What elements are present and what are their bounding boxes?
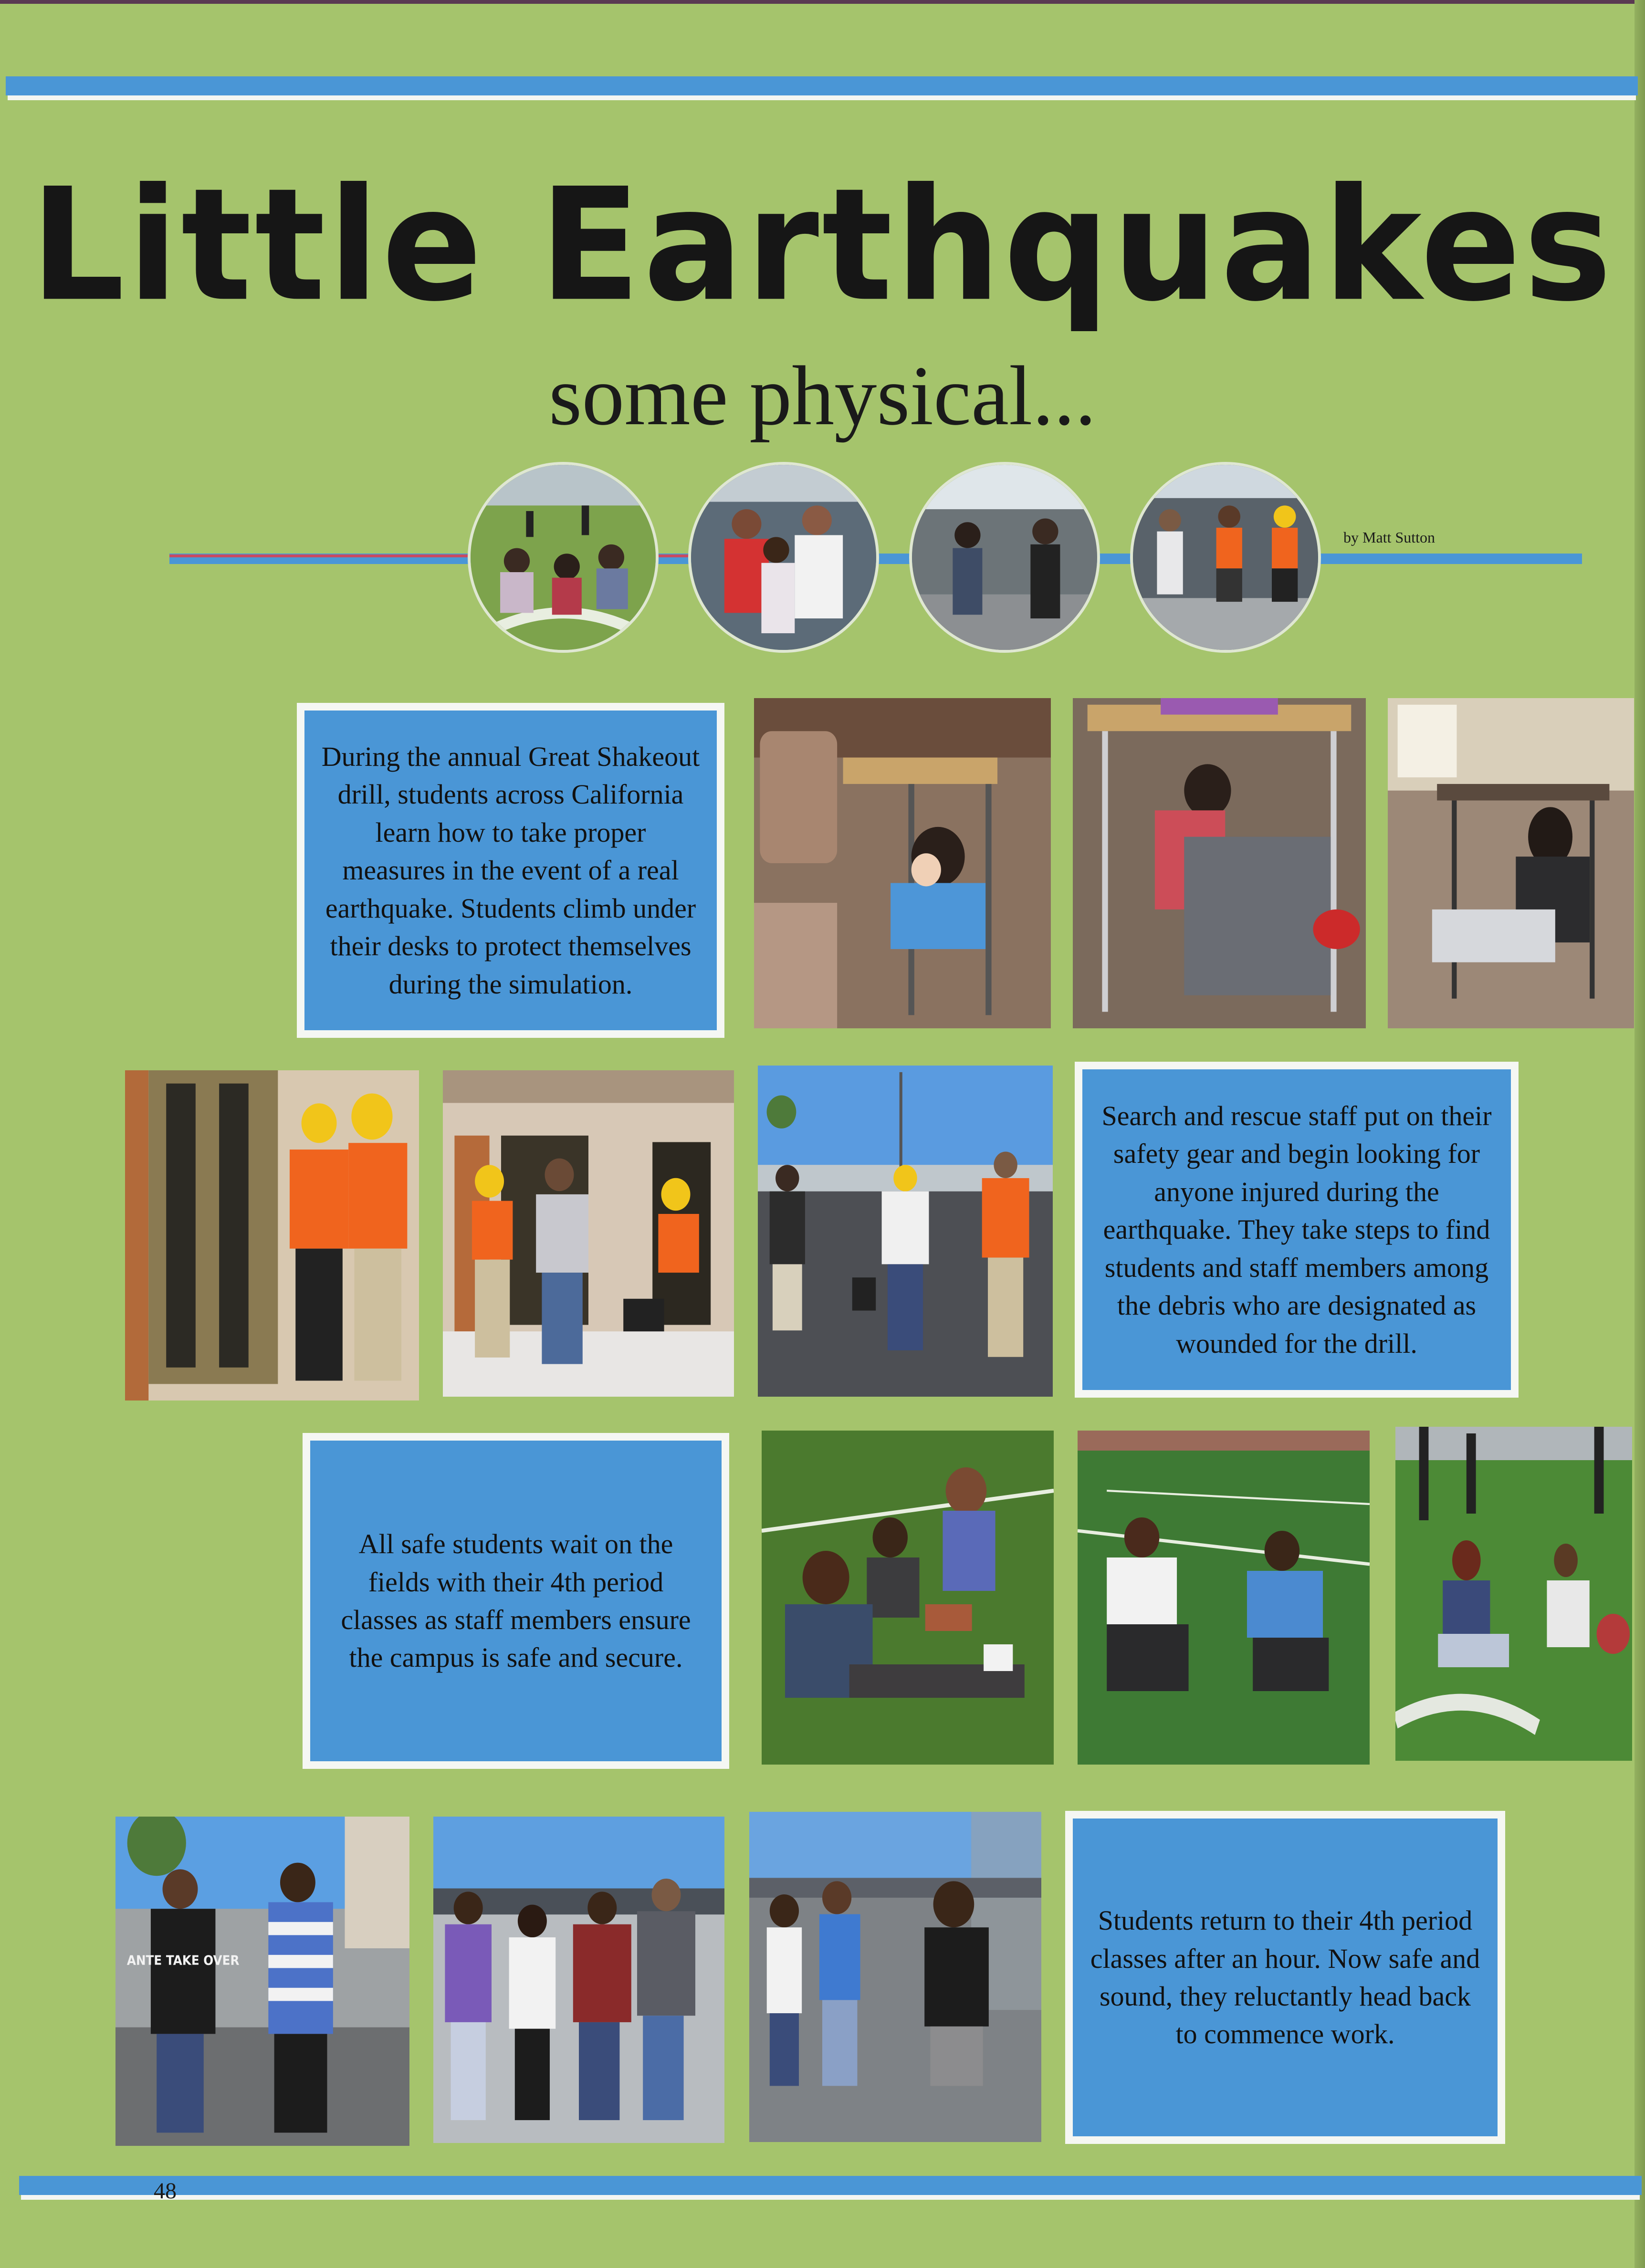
circle-photo-rescue-team — [1130, 462, 1321, 653]
photo-group-walking-back — [433, 1817, 724, 2143]
page-subtitle: some physical... — [549, 348, 1096, 443]
top-blue-band — [6, 76, 1638, 95]
circle-photo-crowd — [688, 462, 879, 653]
caption-desk-drill: During the annual Great Shakeout drill, students across California learn how to take proper measures in the event of a real earthquake. Students climb under their desks to protect themselves during the simulation. — [297, 703, 724, 1038]
circle-photo-students-seated — [468, 462, 659, 653]
photo-two-students-walkway — [115, 1817, 409, 2146]
photo-two-students-sitting — [1078, 1431, 1370, 1765]
caption-wait-on-fields: All safe students wait on the fields with their 4th period classes as staff members ensure the campus is safe and secure. — [303, 1433, 729, 1769]
photo-student-under-table — [1388, 698, 1634, 1028]
photo-students-on-grass — [762, 1431, 1054, 1765]
page-spine-shadow — [1635, 0, 1645, 2268]
caption-return-to-class: Students return to their 4th period classes after an hour. Now safe and sound, they reluctantly head back to commence work. — [1065, 1811, 1505, 2144]
caption-search-rescue: Search and rescue staff put on their safety gear and begin looking for anyone injured during the earthquake. They take steps to find students and staff members among the debris who are designated as wounded for the drill. — [1075, 1062, 1519, 1398]
bottom-blue-band — [19, 2176, 1642, 2195]
page-number: 48 — [154, 2178, 177, 2204]
page-title: Little Earthquakes — [30, 155, 1615, 336]
shirt-print: ANTE TAKE OVER — [126, 1953, 240, 1968]
photo-student-under-desk — [754, 698, 1051, 1028]
photo-rescue-staff-hardhats — [125, 1070, 419, 1401]
photo-rescue-staff-building — [443, 1070, 734, 1397]
page-top-edge — [0, 0, 1645, 4]
byline: by Matt Sutton — [1343, 529, 1435, 546]
circle-photo-walking-group — [909, 462, 1100, 653]
photo-rescue-team-walking — [758, 1066, 1053, 1397]
photo-students-returning-fence — [749, 1812, 1041, 2142]
photo-student-crouching-desk — [1073, 698, 1366, 1028]
photo-girls-on-field — [1395, 1427, 1632, 1761]
